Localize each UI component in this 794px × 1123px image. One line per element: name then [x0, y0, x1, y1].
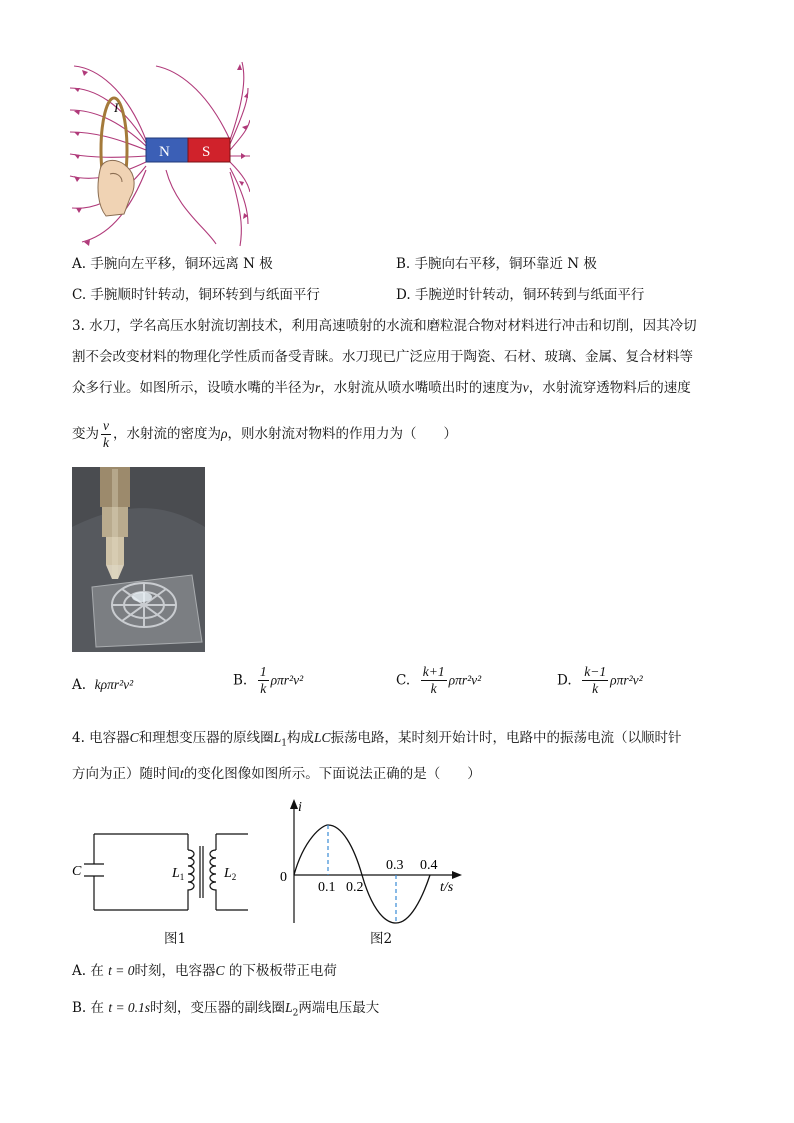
waterjet-photo: [72, 467, 205, 652]
n-pole-label: N: [159, 144, 170, 160]
q3-line-3-part-b: ，水射流从喷水嘴喷出时的速度为: [320, 380, 523, 396]
current-time-graph: [270, 797, 470, 927]
x-axis-label: t/s: [440, 880, 454, 895]
var-rho: ρ: [221, 426, 228, 441]
field-line: [230, 120, 250, 150]
q3-line-1: 3. 水刀，学名高压水射流切割技术，利用高速喷射的水流和磨粒混合物对材料进行冲击和切削，因其冷切: [72, 318, 697, 334]
field-line: [166, 170, 216, 244]
fig2-caption: 图2: [370, 931, 393, 947]
waterjet-photo-drawing: [72, 467, 205, 652]
q3-option-a: A. kρπr²v²: [72, 677, 134, 693]
q3-line-4: [72, 418, 457, 451]
q3-option-b: B. $\frac{1}{k}$ ρπr²v²: [233, 664, 304, 696]
q2-option-b: B. 手腕向右平移，铜环靠近 N 极: [396, 256, 597, 272]
tick-0.4: 0.4: [420, 858, 438, 873]
lc-circuit-figure: [68, 826, 258, 918]
circuit-label-c: C: [72, 864, 82, 879]
q3-line-4-part-b: ，水射流的密度为: [113, 426, 221, 442]
q2-option-c: C. 手腕顺时针转动，铜环转到与纸面平行: [72, 287, 320, 303]
tick-0.1: 0.1: [318, 880, 336, 895]
var-r: r: [315, 380, 321, 395]
y-axis-label: i: [298, 800, 302, 815]
q3-line-3-part-c: ，水射流穿透物料后的速度: [528, 380, 691, 396]
q4-line-2: 方向为正）随时间t的变化图像如图所示。下面说法正确的是（ ）: [72, 766, 481, 782]
field-line: [230, 162, 250, 192]
field-line: [230, 172, 241, 246]
current-label: I: [114, 100, 119, 115]
fraction-v-over-k: $\frac{v}{k}$: [103, 418, 109, 450]
s-pole-label: S: [202, 144, 211, 160]
fig1-caption: 图1: [164, 931, 187, 947]
origin-label: 0: [280, 870, 287, 885]
q3-line-4-part-a: 变为: [72, 426, 99, 442]
q2-option-a: A. 手腕向左平移，铜环远离 N 极: [72, 256, 273, 272]
q3-option-c: C. $\frac{k+1}{k}$ ρπr²v²: [396, 664, 482, 696]
tick-0.2: 0.2: [346, 880, 364, 895]
var-v: v: [522, 380, 529, 395]
tick-0.3: 0.3: [386, 858, 404, 873]
circuit-label-l2: $L_2$: [224, 866, 237, 882]
hand: [98, 160, 134, 216]
q3-line-4-part-c: ，则水射流对物料的作用力为（ ）: [227, 426, 457, 442]
field-line: [70, 132, 146, 150]
q3-line-3: [72, 378, 691, 398]
current-curve: [294, 825, 430, 923]
q2-option-d: D. 手腕逆时针转动，铜环转到与纸面平行: [396, 287, 645, 303]
q3-option-d: D. $\frac{k-1}{k}$ ρπr²v²: [557, 664, 643, 696]
q4-option-a: A. 在 t = 0时刻，电容器C 的下极板带正电荷: [72, 963, 337, 979]
q4-line-1: 4. 电容器C和理想变压器的原线圈$L_1$构成LC振荡电路，某时刻开始计时，电路中的振荡电流（以顺时针: [72, 730, 682, 749]
circuit-label-l1: $L_1$: [172, 866, 185, 882]
q4-option-b: B. 在 t = 0.1s时刻，变压器的副线圈$L_2$两端电压最大: [72, 1000, 380, 1019]
q3-line-2: 割不会改变材料的物理化学性质而备受青睐。水刀现已广泛应用于陶瓷、石材、玻璃、金属、复合材料等: [72, 349, 693, 365]
field-line: [156, 66, 230, 140]
magnet-ring-figure: [66, 58, 250, 248]
field-line: [74, 66, 146, 140]
q3-line-3-part-a: 众多行业。如图所示，设喷水嘴的半径为: [72, 380, 315, 396]
field-line: [70, 154, 146, 157]
